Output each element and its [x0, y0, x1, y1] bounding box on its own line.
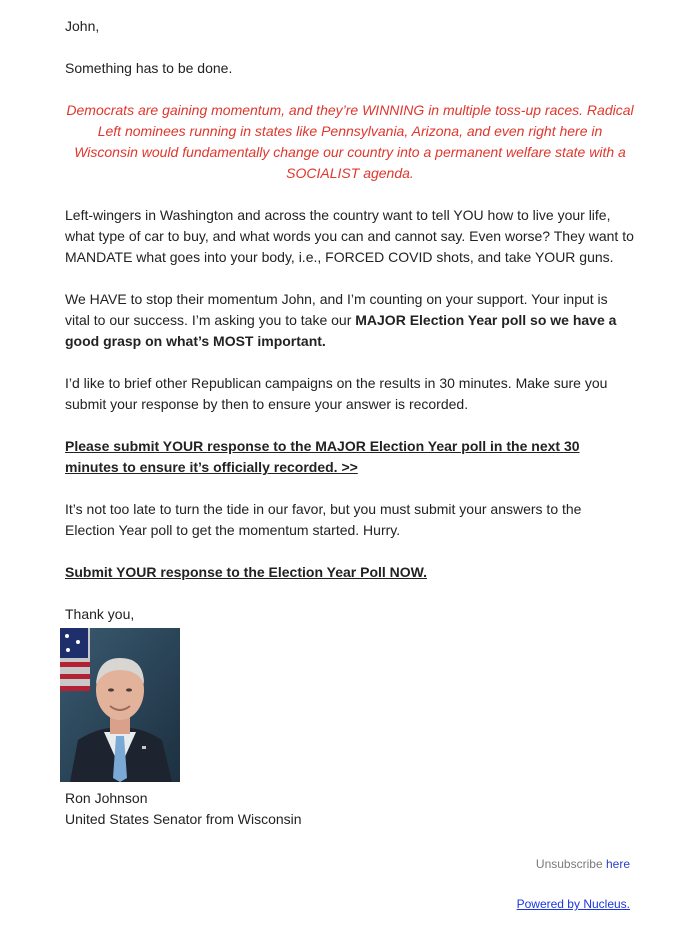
unsubscribe-line: [536, 857, 630, 871]
signature-block: [65, 788, 302, 830]
submit-poll-link-secondary[interactable]: Submit YOUR response to the Election Year Poll NOW.: [65, 564, 428, 580]
signature-title: United States Senator from Wisconsin: [65, 811, 302, 827]
alert-paragraph: Democrats are gaining momentum, and they’re WINNING in multiple toss-up races. Radical Left nominees running in states like Pennsylvania, Arizona, and even right here in Wisconsin would fundamentally change our country into a permanent welfare state with a SOCIALIST agenda.: [66, 102, 634, 181]
poll-emphasis-text: MAJOR Election Year poll so we have a good grasp on what’s MOST important.: [65, 312, 617, 349]
signature-name: Ron Johnson: [65, 790, 148, 806]
unsubscribe-label: Unsubscribe: [535, 857, 603, 871]
greeting: John,: [65, 18, 100, 34]
senator-portrait-photo: [60, 628, 180, 782]
paragraph-turn-tide: It’s not too late to turn the tide in our favor, but you must submit your answers to the Election Year poll to get the momentum started. Hurry.: [65, 501, 582, 538]
paragraph-brief: I’d like to brief other Republican campaigns on the results in 30 minutes. Make sure you submit your response by then to ensure your answer is recorded.: [65, 375, 608, 412]
powered-by-link[interactable]: Powered by Nucleus.: [516, 897, 630, 911]
paragraph-left-wingers: Left-wingers in Washington and across the country want to tell YOU how to live your life, what type of car to buy, and what words you can and cannot say. Even worse? They want to MANDATE what goes into your body, i.e., FORCED COVID shots, and take YOUR guns.: [65, 207, 634, 265]
email-body: [65, 0, 635, 646]
intro-line: Something has to be done.: [65, 60, 233, 76]
unsubscribe-link[interactable]: here: [605, 857, 630, 871]
paragraph-momentum-text: We HAVE to stop their momentum John, and I’m counting on your support. Your input is vital to our success. I’m asking you to take our: [65, 291, 608, 328]
paragraph-momentum: [65, 289, 635, 352]
submit-poll-link-primary[interactable]: Please submit YOUR response to the MAJOR Election Year poll in the next 30 minutes to ensure it’s officially recorded. >>: [65, 438, 580, 475]
sign-off: Thank you,: [65, 606, 135, 622]
